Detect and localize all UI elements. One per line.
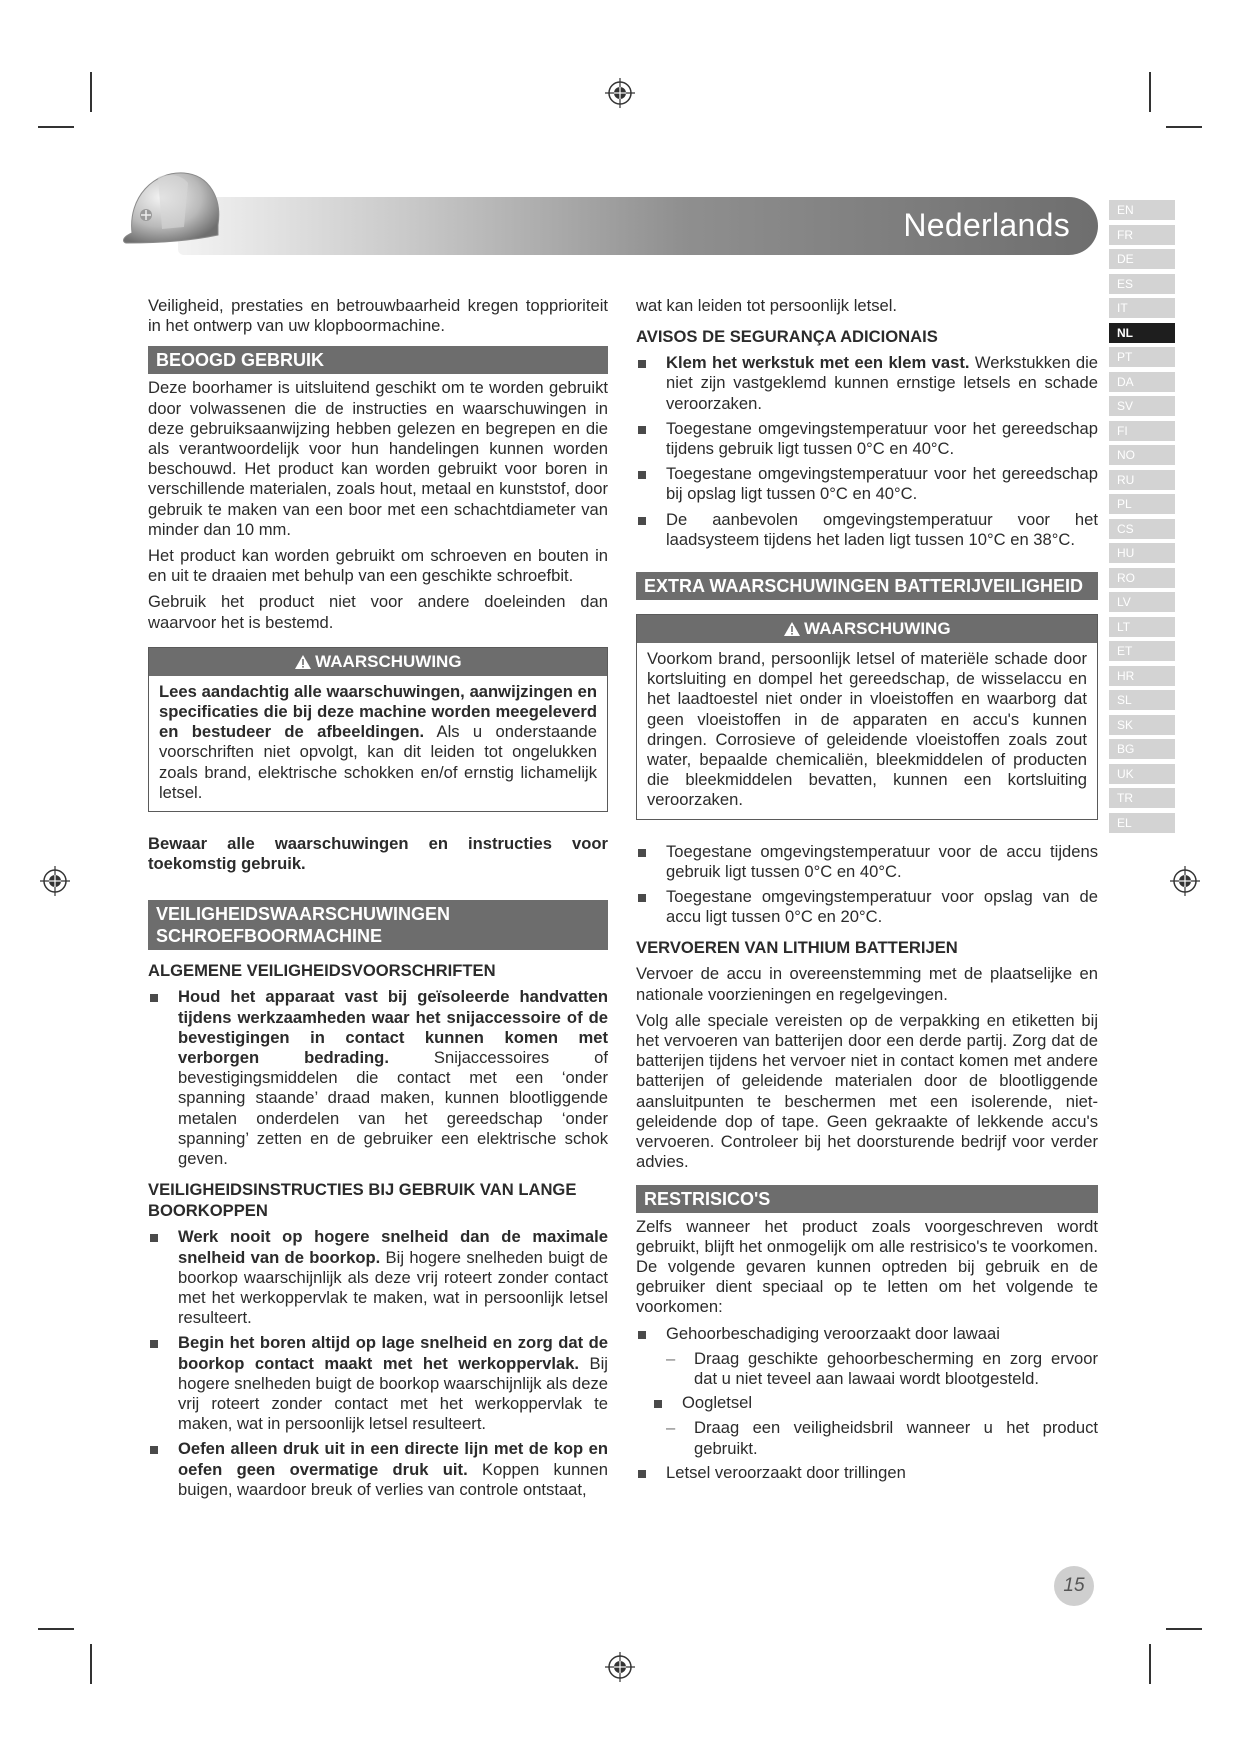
list-item [148,987,608,1169]
list-item-bold: Houd het apparaat vast bij geïsoleerde handvatten tijdens werkzaamheden waar het snijaccessoire of de bevestigingen in contact kunnen komen met verborgen bedrading. [178,987,608,1068]
registration-mark-icon [1170,866,1200,896]
lang-tab-de[interactable]: DE [1109,249,1175,269]
header-bar [178,197,1098,255]
list-item-bold: Begin het boren altijd op lage snelheid en zorg dat de boorkop contact maakt met het werkoppervlak. [178,1333,608,1373]
warning-triangle-icon [783,621,801,637]
lithium-paragraph: Vervoer de accu in overeenstemming met de plaatselijke en nationale voorzieningen en regelgevingen. [636,964,1098,1004]
lang-tab-da[interactable]: DA [1109,372,1175,392]
lang-tab-fr[interactable]: FR [1109,225,1175,245]
section-heading-beoogd-gebruik: BEOOGD GEBRUIK [148,346,608,374]
list-item [636,353,1098,414]
list-item-bold: Klem het werkstuk met een klem vast. [666,353,970,373]
list-item [148,1227,608,1328]
registration-mark-icon [40,866,70,896]
left-column [148,296,608,1505]
lang-tab-el[interactable]: EL [1109,813,1175,833]
warning-title: WAARSCHUWING [315,651,462,671]
list-item: Toegestane omgevingstemperatuur voor de accu tijdens gebruik ligt tussen 0°C en 40°C. [636,842,1098,882]
list-item: Toegestane omgevingstemperatuur voor het gereedschap tijdens gebruik ligt tussen 0°C en 40°C. [636,419,1098,459]
lang-tab-pt[interactable]: PT [1109,347,1175,367]
lang-tab-bg[interactable]: BG [1109,739,1175,759]
right-column [636,296,1098,1488]
section-heading-restrisicos: RESTRISICO'S [636,1185,1098,1213]
list-item-text: Werkstukken die niet zijn vastgeklemd kunnen ernstige letsels en schade veroorzaken. [666,353,1098,413]
list-item: Toegestane omgevingstemperatuur voor opslag van de accu ligt tussen 0°C en 20°C. [636,887,1098,927]
lang-tab-tr[interactable]: TR [1109,788,1175,808]
lang-tab-lt[interactable]: LT [1109,617,1175,637]
warning-header [149,648,607,676]
lang-tab-lv[interactable]: LV [1109,592,1175,612]
section-heading-veiligheid: VEILIGHEIDSWAARSCHUWINGEN SCHROEFBOORMACHINE [148,900,608,950]
lang-tab-sl[interactable]: SL [1109,690,1175,710]
lang-tab-no[interactable]: NO [1109,445,1175,465]
crop-mark [90,72,92,112]
subheading-lange-boorkoppen: VEILIGHEIDSINSTRUCTIES BIJ GEBRUIK VAN LANGE BOORKOPPEN [148,1180,577,1221]
list-item-text: Koppen kunnen buigen, waardoor breuk of verlies van controle ontstaat, [178,1459,608,1499]
list-item-text: Snijaccessoires of bevestigingsmiddelen die contact met een ‘onder spanning staande’ draad maken, kunnen blootliggende metalen onderdelen van het gereedschap ‘onder spanning’ zetten en de gebruiker een elektrische schok geven. [178,1048,608,1169]
warning-text: Voorkom brand, persoonlijk letsel of materiële schade door kortsluiting en dompel het gereedschap, de wisselaccu en het laadtoestel niet onder in vloeistoffen en waarborg dat geen vloeistoffen in de apparaten en accu's kunnen dringen. Corrosieve of geleidende vloeistoffen zoals zout water, bepaalde chemicaliën, bleekmiddelen of producten die bleekmiddelen bevatten, kunnen een kortsluiting veroorzaken. [647,649,1087,810]
lang-tab-hr[interactable]: HR [1109,666,1175,686]
crop-mark [1166,1628,1202,1630]
list-item [148,1439,608,1500]
page-title: Nederlands [903,207,1070,243]
beoogd-paragraph: Gebruik het product niet voor andere doeleinden dan waarvoor het is bestemd. [148,592,608,632]
warning-text: Als u onderstaande voorschriften niet opvolgt, kan dit leiden tot ongelukken zoals brand, elektrische schokken en/of ernstig lichamelijk letsel. [159,722,597,802]
lang-tab-sk[interactable]: SK [1109,715,1175,735]
list-item: De aanbevolen omgevingstemperatuur voor het laadsysteem tijdens het laden ligt tussen 10°C en 38°C. [636,510,1098,550]
list-item-text: Bij hogere snelheden buigt de boorkop waarschijnlijk als deze vrij roteert zonder contact met het werkoppervlak te maken, wat in persoonlijk letsel resulteert. [178,1247,608,1328]
warning-box [636,614,1098,820]
crop-mark [38,1628,74,1630]
page-header [118,197,1098,255]
keep-instructions-note: Bewaar alle waarschuwingen en instructies voor toekomstig gebruik. [148,834,608,874]
subheading-lithium: VERVOEREN VAN LITHIUM BATTERIJEN [636,938,958,958]
list-item [148,1333,608,1434]
list-item-text: Bij hogere snelheden buigt de boorkop waarschijnlijk als deze vrij roteert zonder contact met het werkoppervlak te maken, wat in persoonlijk letsel resulteert. [178,1353,608,1434]
lang-tab-sv[interactable]: SV [1109,396,1175,416]
crop-mark [1149,1644,1151,1684]
list-item-bold: Oefen alleen druk uit in een directe lijn met de kop en oefen geen overmatige druk uit. [178,1439,608,1479]
list-item: Letsel veroorzaakt door trillingen [636,1463,1098,1483]
section-heading-extra-waarschuwingen: EXTRA WAARSCHUWINGEN BATTERIJVEILIGHEID [636,572,1098,600]
beoogd-paragraph: Deze boorhamer is uitsluitend geschikt om te worden gebruikt door volwassenen die de instructies en waarschuwingen in deze gebruiksaanwijzing hebben gelezen en begrepen en die als verantwoordelijk voor hun handelingen kunnen worden beschouwd. Het product kan worden gebruikt voor boren in verschillende materialen, zoals hout, metaal en kunststof, door gebruik te maken van een boor met een schachtdiameter van minder dan 10 mm. [148,378,608,539]
lang-tab-pl[interactable]: PL [1109,494,1175,514]
dash-list-item: – Draag een veiligheidsbril wanneer u het product gebruikt. [636,1418,1098,1458]
warning-bold-text: Lees aandachtig alle waarschuwingen, aanwijzingen en specificaties die bij deze machine worden meegeleverd en bestudeer de afbeeldingen. [159,681,597,742]
lang-tab-cs[interactable]: CS [1109,519,1175,539]
subheading-algemene: ALGEMENE VEILIGHEIDSVOORSCHRIFTEN [148,961,496,981]
lang-tab-nl[interactable]: NL [1109,323,1175,343]
lang-tab-it[interactable]: IT [1109,298,1175,318]
registration-mark-icon [605,1652,635,1682]
lang-tab-hu[interactable]: HU [1109,543,1175,563]
lang-tab-uk[interactable]: UK [1109,764,1175,784]
page-number: 15 [1054,1566,1094,1606]
warning-triangle-icon [294,654,312,670]
registration-mark-icon [605,78,635,108]
list-item: Toegestane omgevingstemperatuur voor het gereedschap bij opslag ligt tussen 0°C en 40°C. [636,464,1098,504]
warning-title: WAARSCHUWING [804,619,951,639]
lang-tab-ro[interactable]: RO [1109,568,1175,588]
crop-mark [38,126,74,128]
warning-header [637,615,1097,643]
beoogd-paragraph: Het product kan worden gebruikt om schroeven en bouten in en uit te draaien met behulp van een geschikte schroefbit. [148,546,608,586]
lang-tab-fi[interactable]: FI [1109,421,1175,441]
lithium-paragraph: Volg alle speciale vereisten op de verpakking en etiketten bij het vervoeren van batterijen door een derde partij. Zorg dat de batterijen tijdens het vervoer niet in contact komen met andere batterijen of geleidende materialen door de blootliggende aansluitpunten te beschermen met een isolerende, niet-geleidende dop of tape. Geen gekraakte of lekkende accu's vervoeren. Controleer bij het doorsturende bedrijf voor verder advies. [636,1010,1098,1172]
crop-mark [90,1644,92,1684]
lang-tab-et[interactable]: ET [1109,641,1175,661]
list-item-bold: Werk nooit op hogere snelheid dan de maximale snelheid van de boorkop. [178,1227,608,1267]
crop-mark [1166,126,1202,128]
subheading-avisos: AVISOS DE SEGURANÇA ADICIONAIS [636,327,938,347]
list-item: Gehoorbeschadiging veroorzaakt door lawaai [636,1324,1098,1344]
helmet-icon [118,163,228,259]
warning-box [148,647,608,812]
intro-paragraph: Veiligheid, prestaties en betrouwbaarheid kregen topprioriteit in het ontwerp van uw klopboormachine. [148,296,608,336]
continued-text: wat kan leiden tot persoonlijk letsel. [636,296,898,315]
language-tabs [1109,200,1175,837]
lang-tab-en[interactable]: EN [1109,200,1175,220]
lang-tab-es[interactable]: ES [1109,274,1175,294]
restrisico-paragraph: Zelfs wanneer het product zoals voorgeschreven wordt gebruikt, blijft het onmogelijk om alle restrisico's te voorkomen. De volgende gevaren kunnen optreden bij gebruik en de gebruiker dient speciaal op te letten om het volgende te voorkomen: [636,1216,1098,1317]
crop-mark [1149,72,1151,112]
lang-tab-ru[interactable]: RU [1109,470,1175,490]
dash-list-item: – Draag geschikte gehoorbescherming en zorg ervoor dat u niet teveel aan lawaai wordt blootgesteld. [636,1349,1098,1389]
list-item: Oogletsel [636,1393,1098,1413]
